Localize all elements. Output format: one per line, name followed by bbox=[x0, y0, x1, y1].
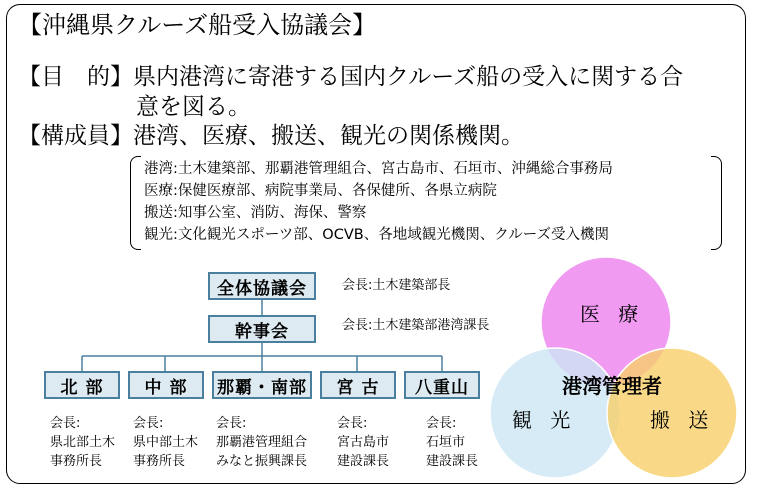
member-line-medical: 医療:保健医療部、病院事業局、各保健所、各県立病院 bbox=[144, 183, 497, 199]
region-chair-naha-south: 会長: 那覇港管理組合 みなと振興課長 bbox=[216, 416, 308, 469]
venn-center-label: 港湾管理者 bbox=[562, 374, 662, 398]
member-line-tourism: 観光:文化観光スポーツ部、OCVB、各地域観光機関、クルーズ受入機関 bbox=[144, 227, 610, 243]
region-box-miyako: 宮 古 bbox=[320, 371, 396, 399]
members-text: 港湾、医療、搬送、観光の関係機関。 bbox=[133, 123, 524, 149]
venn-label-medical: 医 療 bbox=[580, 302, 645, 326]
region-chair-north: 会長: 県北部土木 事務所長 bbox=[50, 416, 116, 469]
members-label: 【構成員】 bbox=[18, 123, 133, 149]
plenary-chair: 会長:土木建築部長 bbox=[342, 278, 451, 293]
purpose-label: 【目 的】 bbox=[18, 64, 133, 90]
region-box-yaeyama: 八重山 bbox=[404, 371, 480, 399]
venn-label-transport: 搬 送 bbox=[650, 408, 715, 432]
venn-label-tourism: 観 光 bbox=[512, 408, 577, 432]
region-chair-miyako: 会長: 宮古島市 建設課長 bbox=[337, 416, 390, 469]
member-line-transport: 搬送:知事公室、消防、海保、警察 bbox=[144, 205, 367, 221]
region-box-naha-south: 那覇・南部 bbox=[212, 371, 312, 399]
member-line-port: 港湾:土木建築部、那覇港管理組合、宮古島市、石垣市、沖縄総合事務局 bbox=[144, 161, 613, 177]
purpose-text-line2: 意を図る。 bbox=[136, 94, 251, 120]
region-box-north: 北 部 bbox=[44, 371, 120, 399]
region-chair-yaeyama: 会長: 石垣市 建設課長 bbox=[426, 416, 479, 469]
region-chair-central: 会長: 県中部土木 事務所長 bbox=[133, 416, 199, 469]
plenary-box: 全体協議会 bbox=[208, 272, 316, 300]
page-title: 【沖縄県クルーズ船受入協議会】 bbox=[18, 11, 377, 39]
executive-box: 幹事会 bbox=[208, 315, 316, 343]
region-box-central: 中 部 bbox=[128, 371, 204, 399]
executive-chair: 会長:土木建築部港湾課長 bbox=[342, 318, 490, 333]
purpose-text-line1: 県内港湾に寄港する国内クルーズ船の受入に関する合 bbox=[133, 64, 684, 90]
